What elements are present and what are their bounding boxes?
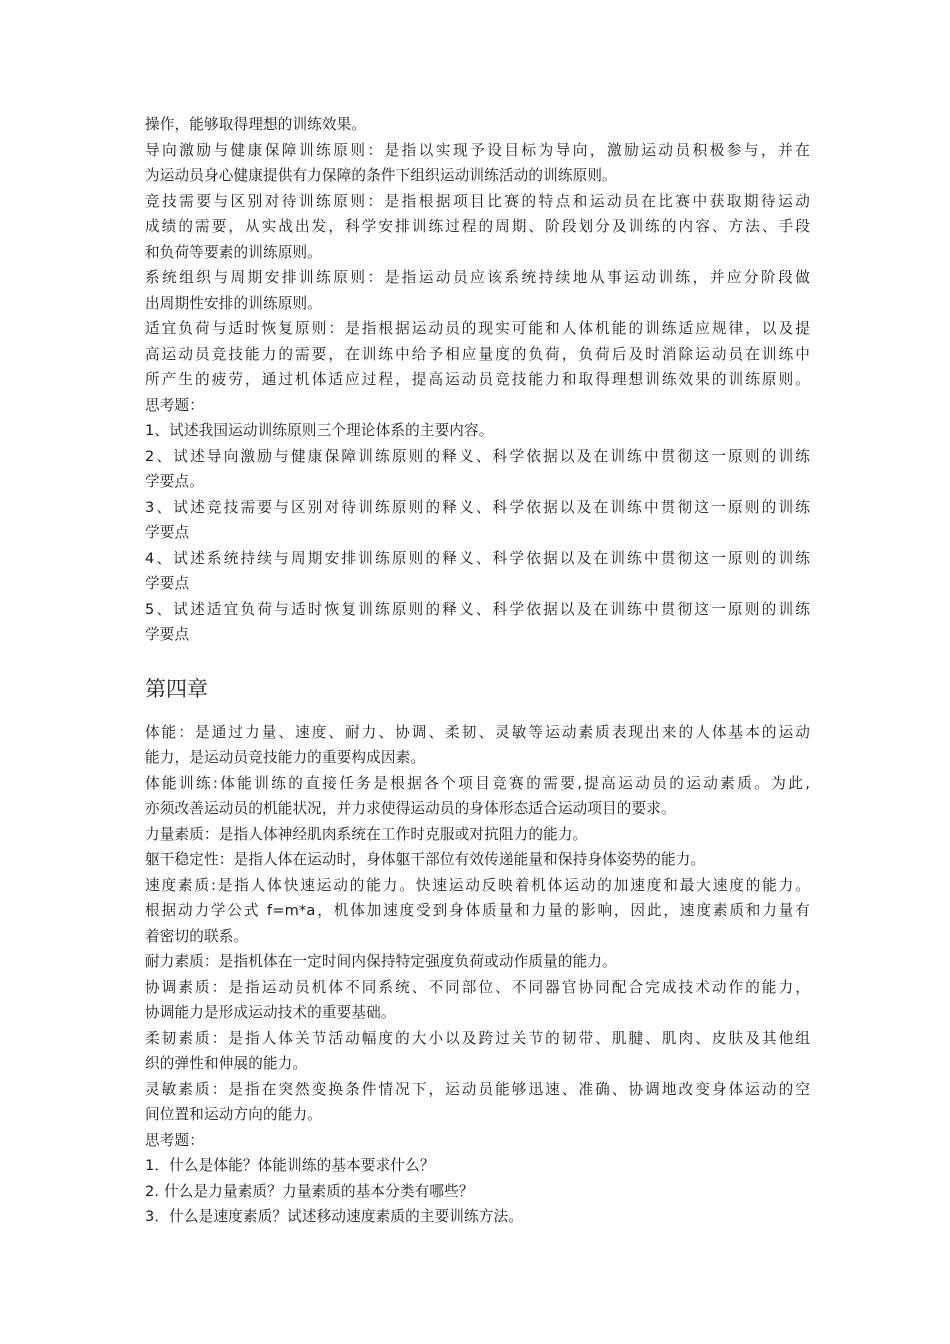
question-item: 2. 什么是力量素质？力量素质的基本分类有哪些？	[145, 1182, 474, 1200]
text-line: 体能：是通过力量、速度、耐力、协调、柔韧、灵敏等运动素质表现出来的人体基本的运动	[145, 723, 810, 741]
question-item: 2、试述导向激励与健康保障训练原则的释义、科学依据以及在训练中贯彻这一原则的训练	[145, 447, 810, 465]
question-item-continued: 学要点	[145, 626, 190, 643]
chapter-title: 第四章	[145, 676, 208, 701]
text-line: 适宜负荷与适时恢复原则：是指根据运动员的现实可能和人体机能的训练适应规律，以及提	[145, 320, 810, 337]
text-line: 织的弹性和伸展的能力。	[145, 1055, 308, 1072]
question-item-continued: 学要点	[145, 524, 190, 541]
questions-heading: 思考题：	[145, 396, 204, 414]
text-line: 成绩的需要，从实战出发，科学安排训练过程的周期、阶段划分及训练的内容、方法、手段	[145, 218, 810, 235]
text-line: 亦须改善运动员的机能状况，并力求使得运动员的身体形态适合运动项目的要求。	[145, 800, 676, 817]
text-line: 体能训练:体能训练的直接任务是根据各个项目竞赛的需要,提高运动员的运动素质。为此,	[145, 774, 810, 792]
text-line: 能力，是运动员竞技能力的重要构成因素。	[145, 749, 426, 766]
question-item: 3．什么是速度素质？试述移动速度素质的主要训练方法。	[145, 1208, 524, 1225]
text-line: 间位置和运动方向的能力。	[145, 1106, 322, 1123]
text-line: 协调能力是形成运动技术的重要基础。	[145, 1004, 396, 1021]
text-line: 灵敏素质：是指在突然变换条件情况下，运动员能够迅速、准确、协调地改变身体运动的空	[145, 1080, 810, 1098]
text-line: 竞技需要与区别对待训练原则：是指根据项目比赛的特点和运动员在比赛中获取期待运动	[145, 192, 810, 210]
text-line: 着密切的联系。	[145, 927, 249, 945]
text-line: 速度素质:是指人体快速运动的能力。快速运动反映着机体运动的加速度和最大速度的能力。	[145, 876, 810, 894]
question-item-continued: 学要点。	[145, 473, 204, 490]
text-line: 躯干稳定性：是指人体在运动时，身体躯干部位有效传递能量和保持身体姿势的能力。	[145, 851, 706, 868]
section-physical-fitness	[145, 720, 810, 1230]
text-line: 根据动力学公式 f=m*a，机体加速度受到身体质量和力量的影响，因此，速度素质和力量有	[145, 902, 810, 919]
document-page	[145, 112, 810, 1230]
question-item: 4、试述系统持续与周期安排训练原则的释义、科学依据以及在训练中贯彻这一原则的训练	[145, 549, 810, 567]
question-item: 1、试述我国运动训练原则三个理论体系的主要内容。	[145, 422, 494, 439]
text-line: 柔韧素质：是指人体关节活动幅度的大小以及跨过关节的韧带、肌腱、肌肉、皮肤及其他组	[145, 1029, 810, 1047]
text-line: 耐力素质：是指机体在一定时间内保持特定强度负荷或动作质量的能力。	[145, 953, 617, 970]
section-training-principles	[145, 112, 810, 648]
question-item-continued: 学要点	[145, 575, 190, 592]
text-line: 所产生的疲劳，通过机体适应过程，提高运动员竞技能力和取得理想训练效果的训练原则。	[145, 371, 810, 388]
text-line: 系统组织与周期安排训练原则：是指运动员应该系统持续地从事运动训练，并应分阶段做	[145, 269, 810, 286]
text-line: 出周期性安排的训练原则。	[145, 294, 322, 312]
text-line: 导向激励与健康保障训练原则：是指以实现予设目标为导向，激励运动员积极参与，并在	[145, 141, 810, 159]
questions-heading: 思考题：	[145, 1131, 204, 1149]
text-line: 力量素质：是指人体神经肌肉系统在工作时克服或对抗阻力的能力。	[145, 825, 588, 843]
text-line: 和负荷等要素的训练原则。	[145, 243, 322, 261]
text-line: 协调素质：是指运动员机体不同系统、不同部位、不同器官协同配合完成技术动作的能力，	[145, 978, 810, 996]
question-item: 1．什么是体能？体能训练的基本要求什么？	[145, 1157, 435, 1174]
question-item: 5、试述适宜负荷与适时恢复训练原则的释义、科学依据以及在训练中贯彻这一原则的训练	[145, 600, 810, 618]
text-line: 高运动员竞技能力的需要，在训练中给予相应量度的负荷，负荷后及时消除运动员在训练中	[145, 345, 810, 363]
text-line: 操作，能够取得理想的训练效果。	[145, 116, 367, 133]
text-line: 为运动员身心健康提供有力保障的条件下组织运动训练活动的训练原则。	[145, 167, 617, 184]
question-item: 3、试述竞技需要与区别对待训练原则的释义、科学依据以及在训练中贯彻这一原则的训练	[145, 498, 810, 516]
